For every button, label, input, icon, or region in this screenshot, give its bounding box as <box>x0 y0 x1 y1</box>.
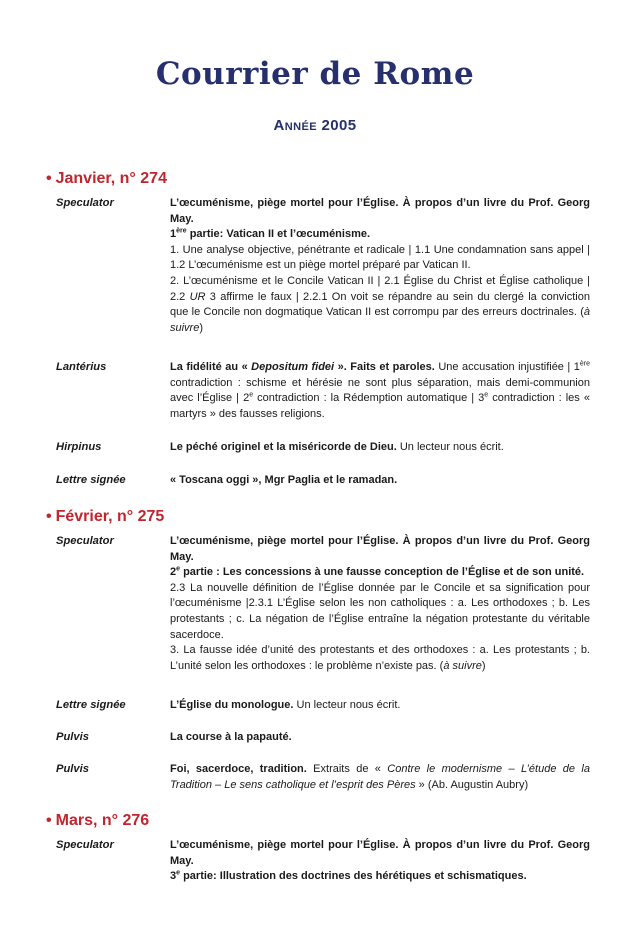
journal-title: Courrier de Rome <box>155 56 475 92</box>
entry-author: Pulvis <box>56 731 89 743</box>
entry-body: Le péché originel et la miséricorde de Dieu. Un lecteur nous écrit. <box>170 441 504 453</box>
entry-part: 2e partie : Les concessions à une fausse conception de l’Église et de son unité. <box>170 565 585 579</box>
entry-body: « Toscana oggi », Mgr Paglia et le ramadan. <box>170 474 398 486</box>
month-heading-fevrier <box>46 508 164 526</box>
entry-paragraph: 1. Une analyse objective, pénétrante et radicale | 1.1 Une condamnation sans appel | 1.2 L’œcuménisme est un piège mortel préparé par Vatican II. <box>170 243 590 272</box>
bullet-icon: • <box>46 170 52 187</box>
bullet-icon: • <box>46 812 52 829</box>
entry-author: Speculator <box>56 535 114 547</box>
entry-author: Pulvis <box>56 763 89 775</box>
entry-author: Lantérius <box>56 361 107 373</box>
entry-author: Lettre signée <box>56 699 126 711</box>
entry-author: Hirpinus <box>56 441 102 453</box>
month-label: Janvier, n° 274 <box>55 170 167 187</box>
entry-paragraph: 2. L’œcuménisme et le Concile Vatican II | 2.1 Église du Christ et Église catholique | 2.2 UR 3 affirme le faux | 2.2.1 On voit se répandre au sein du clergé la conviction que le Concile non dogmatique Vatican II est corrompu par des erreurs doctrinales. (à suivre) <box>170 274 590 334</box>
month-heading-janvier <box>46 170 167 188</box>
entry-body: La fidélité au « Depositum fidei ». Faits et paroles. Une accusation injustifiée | 1ère contradiction : schisme et hérésie ne sont plus séparation, mais demi-communion avec l’Église | 2e contradiction : la Rédemption automatique | 3e contradiction : les « martyrs » des fausses religions. <box>170 360 590 420</box>
month-label: Mars, n° 276 <box>55 812 150 829</box>
entry-part: 1ère partie: Vatican II et l’œcuménisme. <box>170 227 371 241</box>
month-heading-mars <box>46 812 149 830</box>
bullet-icon: • <box>46 508 52 525</box>
entry-author: Speculator <box>56 197 114 209</box>
entry-author: Speculator <box>56 839 114 851</box>
entry-title: L’œcuménisme, piège mortel pour l’Église. À propos d’un livre du Prof. Georg May. <box>170 197 590 225</box>
entry-author: Lettre signée <box>56 474 126 486</box>
entry-body: L’Église du monologue. Un lecteur nous écrit. <box>170 699 401 711</box>
entry-body: Foi, sacerdoce, tradition. Extraits de « Contre le modernisme – L’étude de la Tradition – Le sens catholique et l’esprit des Pères » (Ab. Augustin Aubry) <box>170 763 590 791</box>
entry-title: L’œcuménisme, piège mortel pour l’Église. À propos d’un livre du Prof. Georg May. <box>170 839 590 867</box>
entry-part: 3e partie: Illustration des doctrines des hérétiques et schismatiques. <box>170 869 527 883</box>
entry-body <box>170 196 590 336</box>
entry-paragraph: 3. La fausse idée d’unité des protestants et des orthodoxes : a. Les protestants ; b. L’unité selon les orthodoxes : le problème n’existe pas. (à suivre) <box>170 644 590 672</box>
entry-title: L’œcuménisme, piège mortel pour l’Église. À propos d’un livre du Prof. Georg May. <box>170 535 590 563</box>
entry-paragraph: 2.3 La nouvelle définition de l’Église donnée par le Concile et sa signification pour l’œcuménisme |2.3.1 L’Église selon les non catholiques : a. Les orthodoxes ; b. Les protestants ; c. La négation de l’Église entraîne la négation protestante du véritable sacerdoce. <box>170 581 590 641</box>
month-label: Février, n° 275 <box>55 508 165 525</box>
entry-body <box>170 534 590 674</box>
entry-body: La course à la papauté. <box>170 731 292 743</box>
year-heading: Année 2005 <box>273 117 357 134</box>
entry-body <box>170 838 590 885</box>
